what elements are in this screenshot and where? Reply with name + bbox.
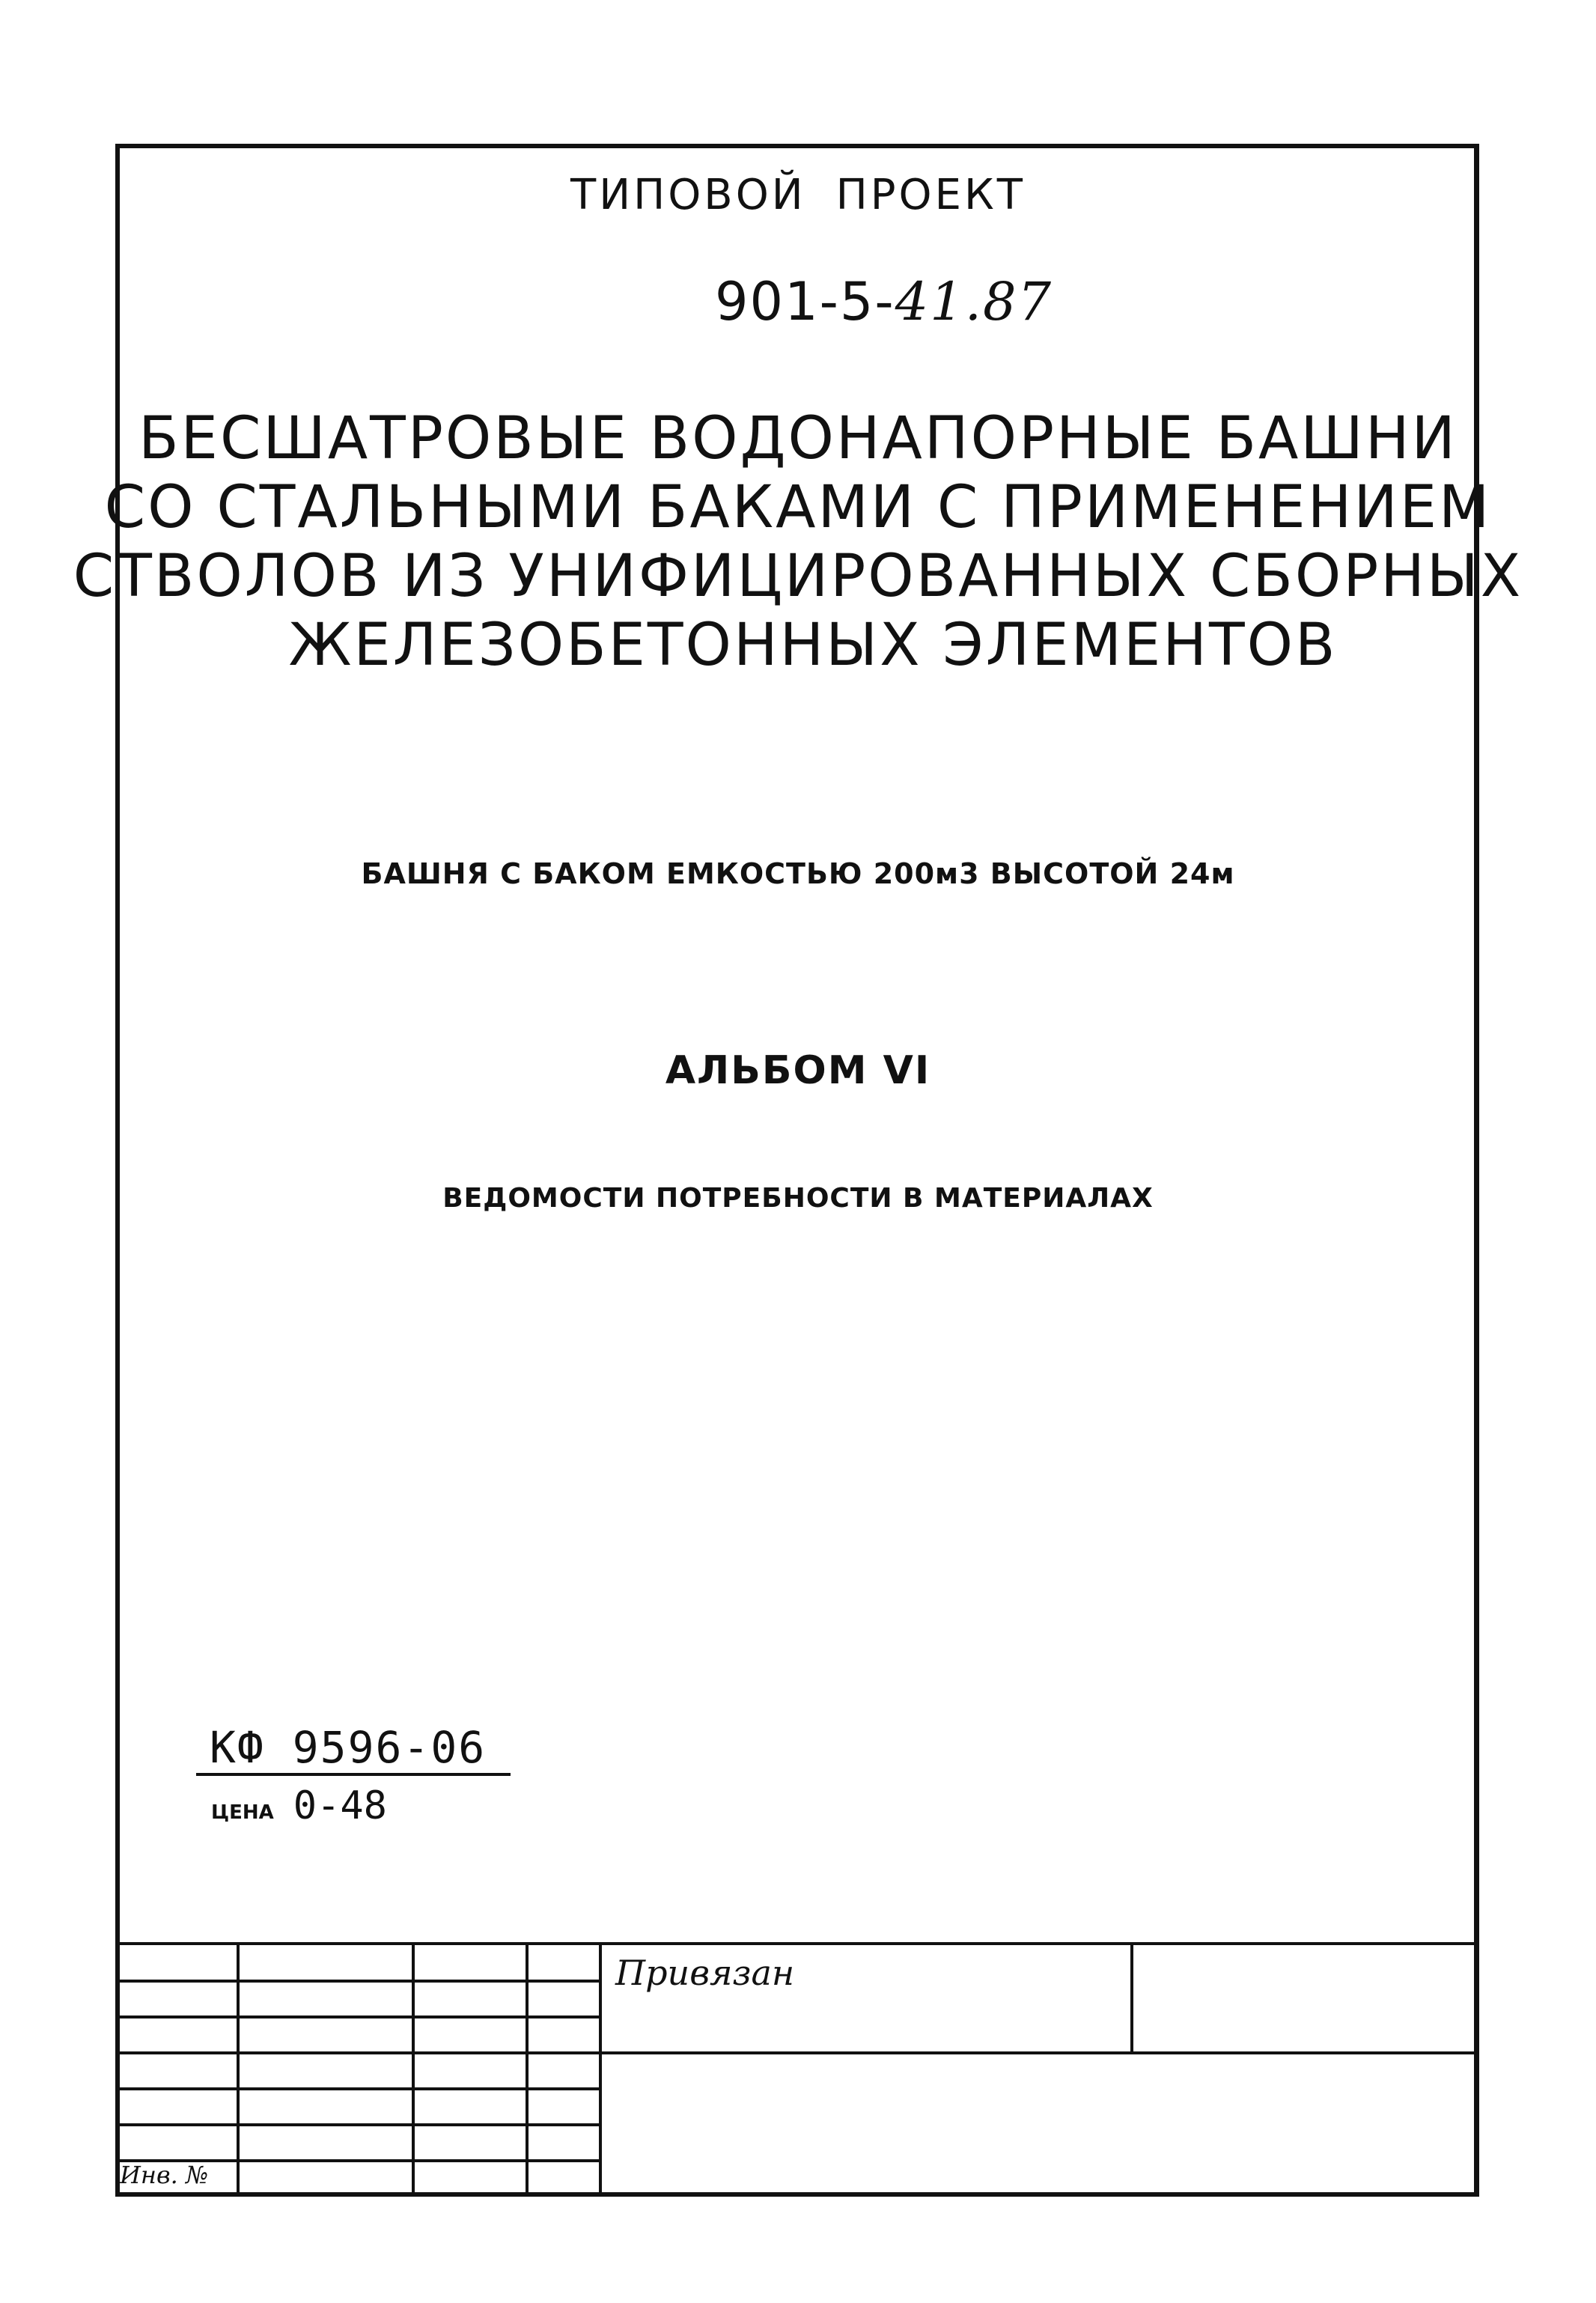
title-line-1: БЕСШАТРОВЫЕ ВОДОНАПОРНЫЕ БАШНИ bbox=[138, 405, 1458, 472]
title-block-stamp bbox=[115, 1942, 1479, 2197]
project-number-handwritten: 41.87 bbox=[895, 271, 1053, 332]
title-line-3: СТВОЛОВ ИЗ УНИФИЦИРОВАННЫХ СБОРНЫХ bbox=[73, 543, 1523, 610]
stamp-line-row3 bbox=[115, 2051, 1479, 2054]
tower-subtitle: БАШНЯ С БАКОМ ЕМКОСТЬЮ 200м3 ВЫСОТОЙ 24м bbox=[361, 857, 1235, 890]
title-line-4: ЖЕЛЕЗОБЕТОННЫХ ЭЛЕМЕНТОВ bbox=[288, 612, 1338, 679]
price-label: ЦЕНА bbox=[211, 1801, 274, 1824]
catalog-code: КФ 9596-06 bbox=[210, 1722, 487, 1773]
stamp-line-row2 bbox=[115, 2015, 602, 2018]
stamp-line-top bbox=[115, 1942, 1479, 1945]
title-line-2: СО СТАЛЬНЫМИ БАКАМИ С ПРИМЕНЕНИЕМ bbox=[104, 474, 1492, 541]
project-type-heading bbox=[0, 171, 1596, 219]
stamp-col-3 bbox=[526, 1942, 529, 2197]
stamp-col-5 bbox=[1130, 1942, 1133, 2053]
price-value: 0-48 bbox=[293, 1783, 387, 1828]
project-number bbox=[715, 271, 1053, 332]
stamp-col-1 bbox=[237, 1942, 240, 2197]
bound-label: Привязан bbox=[615, 1953, 795, 1993]
stamp-line-row1 bbox=[115, 1980, 602, 1983]
project-number-printed: 901-5- bbox=[715, 271, 895, 332]
project-type-word1: ТИПОВОЙ bbox=[570, 171, 806, 219]
stamp-line-row5 bbox=[115, 2123, 602, 2126]
stamp-line-row4 bbox=[115, 2087, 602, 2090]
price bbox=[211, 1783, 387, 1828]
stamp-col-2 bbox=[412, 1942, 415, 2197]
album-description: ВЕДОМОСТИ ПОТРЕБНОСТИ В МАТЕРИАЛАХ bbox=[442, 1183, 1154, 1214]
stamp-col-4 bbox=[599, 1942, 602, 2197]
document-title bbox=[0, 404, 1596, 680]
album-number: АЛЬБОМ VI bbox=[665, 1048, 931, 1093]
inventory-label: Инв. № bbox=[120, 2161, 209, 2189]
catalog-divider bbox=[196, 1773, 511, 1776]
project-type-word2: ПРОЕКТ bbox=[835, 171, 1026, 219]
